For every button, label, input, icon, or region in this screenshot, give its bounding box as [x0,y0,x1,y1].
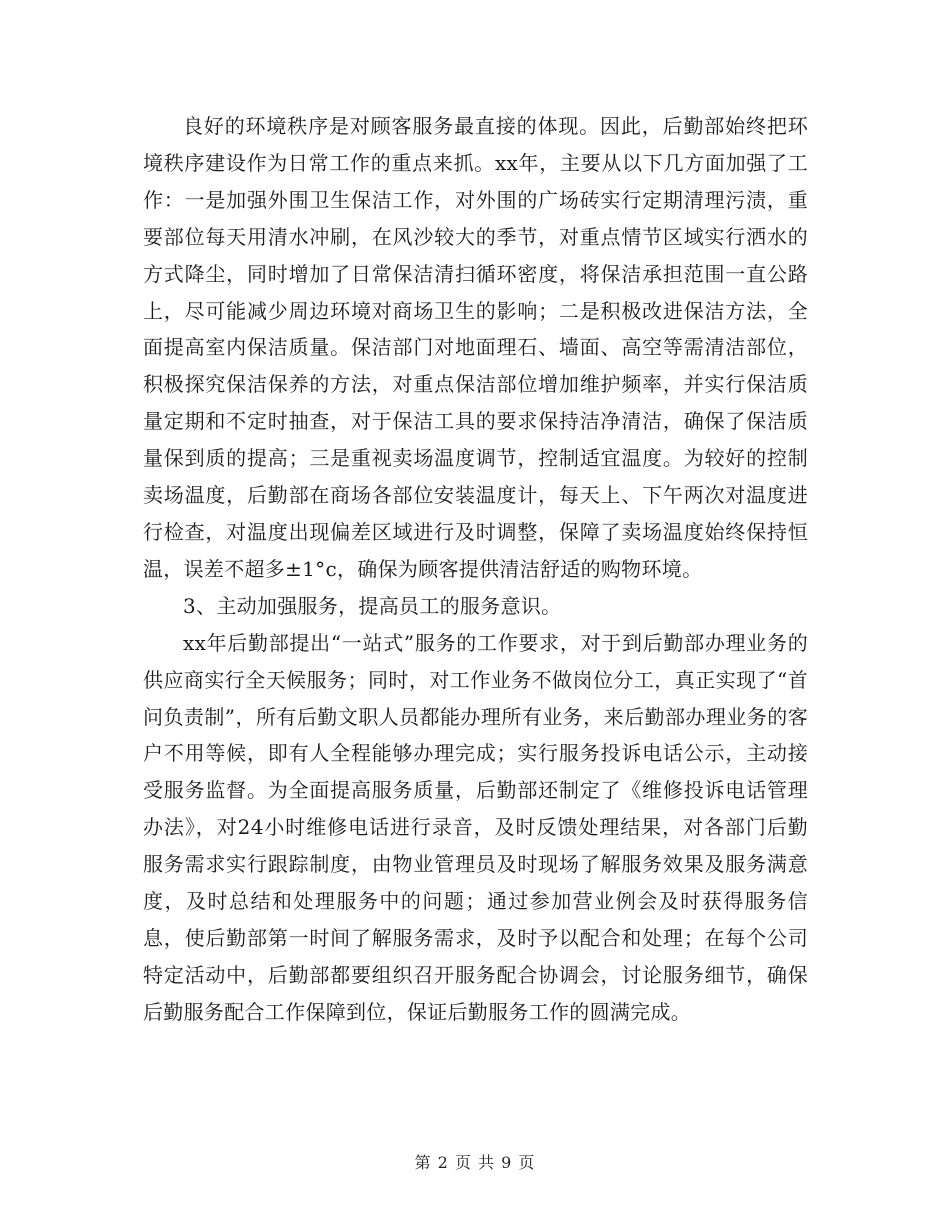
section-heading-service: 3、主动加强服务，提高员工的服务意识。 [183,593,562,618]
paragraph-environment-order: 良好的环境秩序是对顾客服务最直接的体现。因此，后勤部始终把环境秩序建设作为日常工作的重点来抓。xx年，主要从以下几方面加强了工作：一是加强外围卫生保洁工作，对外围的广场砖实行定期清理污渍，重要部位每天用清水冲刷，在风沙较大的季节，对重点情节区域实行洒水的方式降尘，同时增加了日常保洁清扫循环密度，将保洁承担范围一直公路上，尽可能减少周边环境对商场卫生的影响；二是积极改进保洁方法，全面提高室内保洁质量。保洁部门对地面理石、墙面、高空等需清洁部位，积极探究保洁保养的方法，对重点保洁部位增加维护频率，并实行保洁质量定期和不定时抽查，对于保洁工具的要求保持洁净清洁，确保了保洁质量保到质的提高；三是重视卖场温度调节，控制适宜温度。为较好的控制卖场温度，后勤部在商场各部位安装温度计，每天上、下午两次对温度进行检查，对温度出现偏差区域进行及时调整，保障了卖场温度始终保持恒温，误差不超多±1°c，确保为顾客提供清洁舒适的购物环境。 [143,114,808,581]
page-number-footer: 第 2 页 共 9 页 [414,1153,536,1172]
document-body [143,108,808,1031]
paragraph-one-stop-service: xx年后勤部提出“一站式”服务的工作要求，对于到后勤部办理业务的供应商实行全天候服务；同时，对工作业务不做岗位分工，真正实现了“首问负责制”，所有后勤文职人员都能办理所有业务，来后勤部办理业务的客户不用等候，即有人全程能够办理完成；实行服务投诉电话公示，主动接受服务监督。为全面提高服务质量，后勤部还制定了《维修投诉电话管理办法》，对24小时维修电话进行录音，及时反馈处理结果，对各部门后勤服务需求实行跟踪制度，由物业管理员及时现场了解服务效果及服务满意度，及时总结和处理服务中的问题；通过参加营业例会及时获得服务信息，使后勤部第一时间了解服务需求，及时予以配合和处理；在每个公司特定活动中，后勤部都要组织召开服务配合协调会，讨论服务细节，确保后勤服务配合工作保障到位，保证后勤服务工作的圆满完成。 [143,630,808,1024]
